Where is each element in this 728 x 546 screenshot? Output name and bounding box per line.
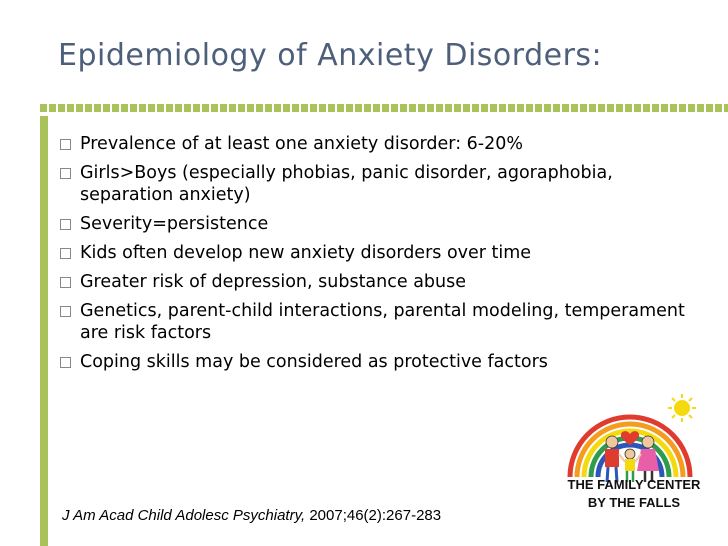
citation xyxy=(62,507,441,524)
bullet-text: Greater risk of depression, substance abuse xyxy=(80,272,466,292)
citation-details: 2007;46(2):267-283 xyxy=(305,507,442,524)
square-bullet-icon xyxy=(60,306,71,317)
bullet-item xyxy=(60,271,700,293)
bullet-text: Coping skills may be considered as protective factors xyxy=(80,352,548,372)
square-bullet-icon xyxy=(60,139,71,150)
logo-text-line: THE FAMILY CENTER xyxy=(567,477,701,492)
square-bullet-icon xyxy=(60,219,71,230)
citation-journal: J Am Acad Child Adolesc Psychiatry, xyxy=(62,507,306,524)
square-bullet-icon xyxy=(60,248,71,259)
bullet-list xyxy=(60,133,700,380)
bullet-item xyxy=(60,133,700,155)
bullet-item xyxy=(60,300,700,344)
slide-title: Epidemiology of Anxiety Disorders: xyxy=(58,38,603,73)
square-bullet-icon xyxy=(60,168,71,179)
bullet-text: Prevalence of at least one anxiety disorder: 6-20% xyxy=(80,134,524,154)
square-bullet-icon xyxy=(60,357,71,368)
logo-wordmark xyxy=(552,476,716,512)
bullet-text: Severity=persistence xyxy=(80,214,269,234)
bullet-item xyxy=(60,351,700,373)
square-bullet-icon xyxy=(60,277,71,288)
bullet-text: Kids often develop new anxiety disorders over time xyxy=(80,243,532,263)
left-accent-bar xyxy=(40,116,48,546)
bullet-item xyxy=(60,162,700,206)
bullet-text: Girls>Boys (especially phobias, panic disorder, agoraphobia, separation anxiety) xyxy=(80,163,613,205)
bullet-text: Genetics, parent-child interactions, parental modeling, temperament are risk factors xyxy=(80,301,685,343)
logo-text-line: BY THE FALLS xyxy=(587,495,681,510)
bullet-item xyxy=(60,213,700,235)
bullet-item xyxy=(60,242,700,264)
title-divider xyxy=(40,104,728,112)
